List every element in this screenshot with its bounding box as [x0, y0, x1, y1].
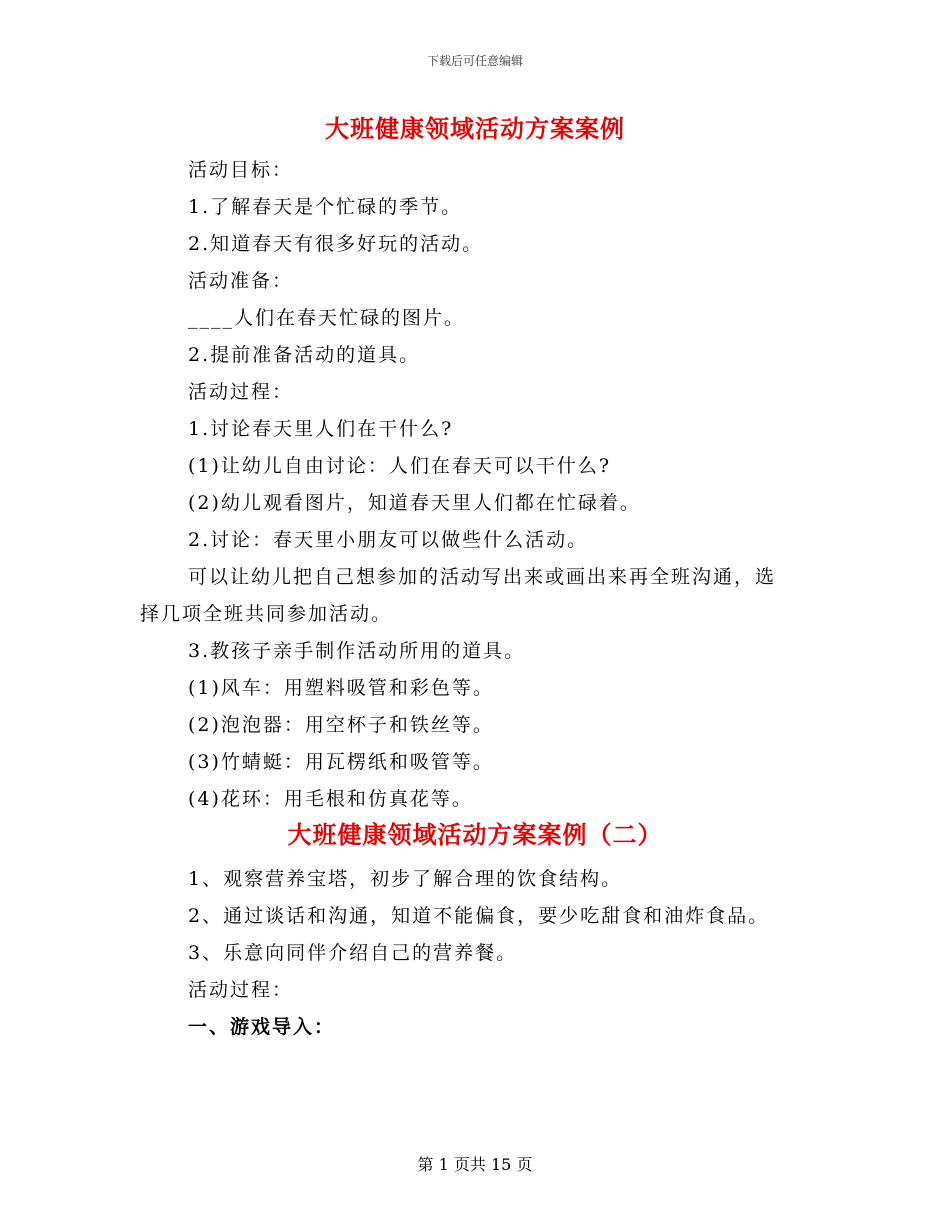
text-line: (1)风车：用塑料吸管和彩色等。 [188, 677, 494, 699]
section-title: 大班健康领域活动方案案例（二） [287, 820, 663, 849]
text-line: 3.教孩子亲手制作活动所用的道具。 [188, 640, 526, 662]
page-footer: 第 1 页共 15 页 [417, 1155, 533, 1174]
paragraph [140, 564, 820, 627]
text-line: (2)幼儿观看图片，知道春天里人们都在忙碌着。 [188, 492, 641, 514]
text-line: 2.讨论：春天里小朋友可以做些什么活动。 [188, 529, 589, 551]
text-line: ____人们在春天忙碌的图片。 [188, 307, 466, 329]
text-line: 活动准备： [188, 270, 294, 292]
text-line: 3、乐意向同伴介绍自己的营养餐。 [188, 942, 518, 964]
text-line: (3)竹蜻蜓：用瓦楞纸和吸管等。 [188, 751, 494, 773]
paragraph-line-2: 择几项全班共同参加活动。 [140, 603, 393, 625]
bold-heading: 一、游戏导入： [188, 1016, 336, 1038]
text-line: 1.了解春天是个忙碌的季节。 [188, 196, 463, 218]
text-line: 活动过程： [188, 979, 294, 1001]
text-line: 活动过程： [188, 381, 294, 403]
text-line: 2.知道春天有很多好玩的活动。 [188, 233, 484, 255]
page-header: 下载后可任意编辑 [426, 54, 523, 68]
text-line: 2.提前准备活动的道具。 [188, 344, 421, 366]
text-line: 活动目标： [188, 159, 294, 181]
text-line: (2)泡泡器：用空杯子和铁丝等。 [188, 714, 494, 736]
text-line: 1、观察营养宝塔，初步了解合理的饮食结构。 [188, 868, 623, 890]
text-line: (4)花环：用毛根和仿真花等。 [188, 788, 473, 810]
text-line: 1.讨论春天里人们在干什么? [188, 418, 454, 440]
paragraph-line-1: 可以让幼儿把自己想参加的活动写出来或画出来再全班沟通，选 [188, 566, 777, 588]
document-title: 大班健康领域活动方案案例 [325, 114, 625, 143]
text-line: (1)让幼儿自由讨论：人们在春天可以干什么? [188, 455, 612, 477]
text-line: 2、通过谈话和沟通，知道不能偏食，要少吃甜食和油炸食品。 [188, 905, 770, 927]
